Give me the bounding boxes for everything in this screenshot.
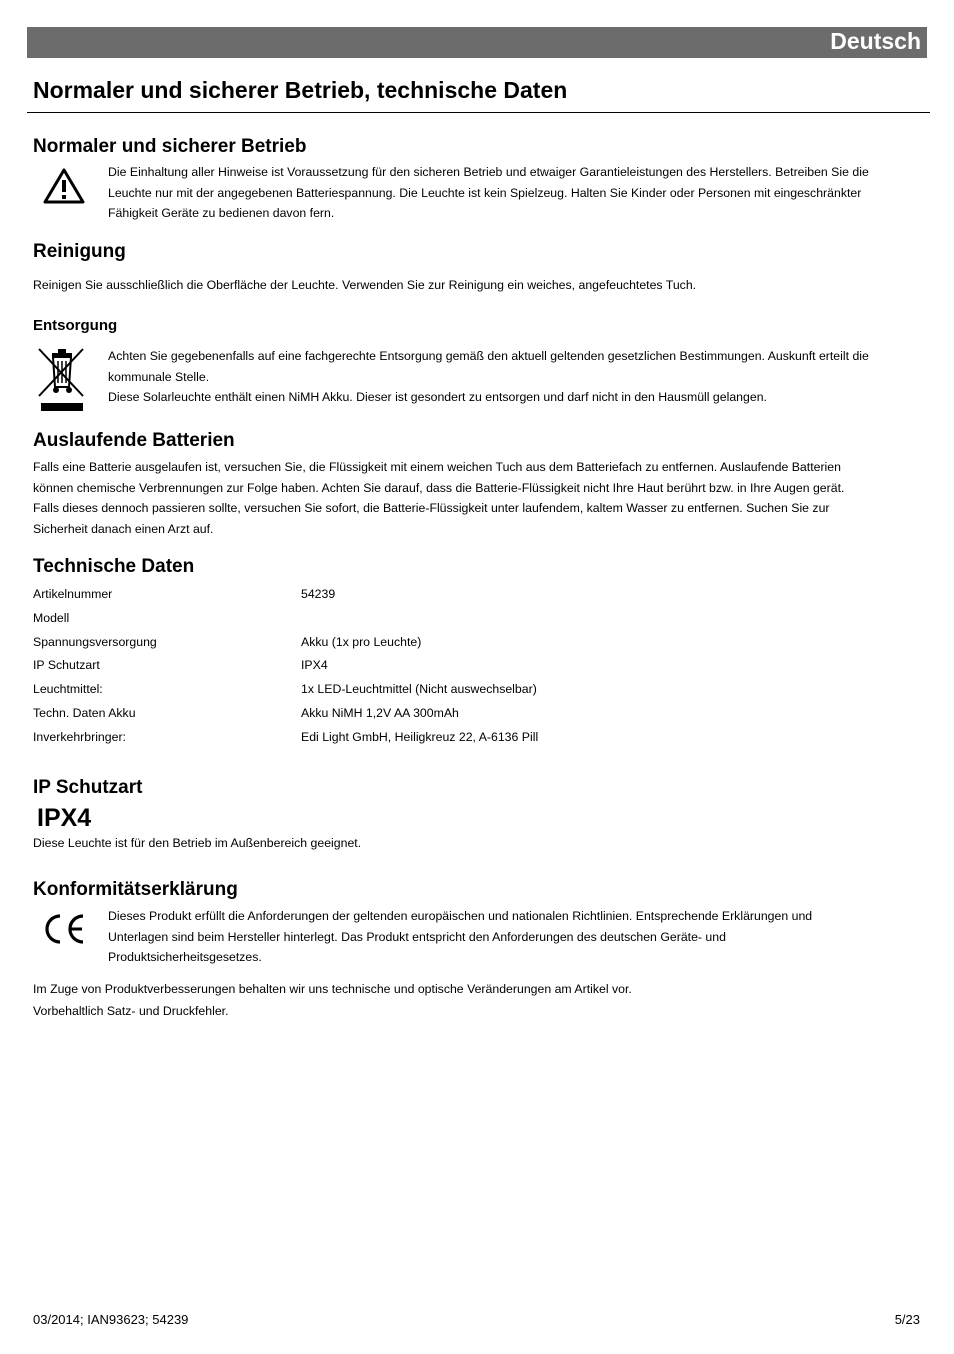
betrieb-line: Leuchte nur mit der angegebenen Batteriespannung. Die Leuchte ist kein Spielzeug. Halten Sie Kinder oder Personen mit eingeschränkter — [108, 185, 862, 200]
page-title: Normaler und sicherer Betrieb, technische Daten — [33, 77, 568, 103]
heading-technische-daten: Technische Daten — [33, 556, 195, 577]
entsorgung-text — [108, 346, 869, 408]
spec-row — [33, 706, 733, 726]
language-bar — [27, 27, 927, 58]
closing-line-2: Vorbehaltlich Satz- und Druckfehler. — [33, 1004, 229, 1018]
spec-row — [33, 658, 733, 678]
konformitaet-line: Unterlagen sind beim Hersteller hinterlegt. Das Produkt entspricht den Anforderungen des deutschen Geräte- und — [108, 929, 726, 944]
reinigung-text: Reinigen Sie ausschließlich die Oberfläche der Leuchte. Verwenden Sie zur Reinigung ein weiches, angefeuchtetes Tuch. — [33, 278, 697, 292]
batterien-line: Falls eine Batterie ausgelaufen ist, versuchen Sie, die Flüssigkeit mit einem weichen Tuch aus dem Batteriefach zu entfernen. Auslaufende Batterien — [33, 460, 841, 474]
spec-label: Artikelnummer — [33, 587, 113, 601]
footer-document-id: 03/2014; IAN93623; 54239 — [33, 1312, 189, 1327]
heading-reinigung: Reinigung — [33, 241, 126, 262]
spec-value: IPX4 — [301, 658, 328, 672]
ce-mark-icon — [41, 912, 87, 946]
title-divider — [27, 112, 930, 113]
spec-row — [33, 682, 733, 702]
spec-value: Akku NiMH 1,2V AA 300mAh — [301, 706, 459, 720]
entsorgung-line: Achten Sie gegebenenfalls auf eine fachgerechte Entsorgung gemäß den aktuell geltenden gesetzlichen Bestimmungen. Auskunft erteilt die — [108, 349, 869, 363]
spec-value: Edi Light GmbH, Heiligkreuz 22, A-6136 Pill — [301, 730, 539, 744]
konformitaet-text — [108, 906, 812, 968]
crossed-bin-icon — [36, 344, 88, 412]
batterien-line: können chemische Verbrennungen zur Folge haben. Achten Sie darauf, dass die Batterie-Flüssigkeit nicht Ihre Haut berührt bzw. in Ihre Augen gerät. — [33, 480, 845, 495]
konformitaet-line: Dieses Produkt erfüllt die Anforderungen der geltenden europäischen und nationalen Richtlinien. Entsprechende Erklärungen und — [108, 909, 813, 923]
betrieb-line: Die Einhaltung aller Hinweise ist Voraussetzung für den sicheren Betrieb und etwaiger Garantieleistungen des Herstellers. Betreiben Sie die — [108, 165, 869, 179]
heading-batterien: Auslaufende Batterien — [33, 430, 235, 451]
batterien-text — [33, 457, 844, 539]
entsorgung-line: kommunale Stelle. — [108, 369, 210, 384]
konformitaet-line: Produktsicherheitsgesetzes. — [108, 950, 262, 964]
language-label: Deutsch — [830, 28, 921, 54]
spec-row — [33, 730, 733, 750]
spec-value: 1x LED-Leuchtmittel (Nicht auswechselbar) — [301, 682, 537, 696]
spec-label: IP Schutzart — [33, 658, 100, 672]
betrieb-line: Fähigkeit Geräte zu bedienen davon fern. — [108, 206, 335, 220]
ipx-code: IPX4 — [37, 804, 92, 832]
heading-konformitaet: Konformitätserklärung — [33, 879, 238, 900]
heading-entsorgung: Entsorgung — [33, 317, 118, 334]
heading-betrieb: Normaler und sicherer Betrieb — [33, 136, 307, 157]
entsorgung-line: Diese Solarleuchte enthält einen NiMH Akku. Dieser ist gesondert zu entsorgen und darf nicht in den Hausmüll gelangen. — [108, 390, 767, 404]
spec-value: Akku (1x pro Leuchte) — [301, 635, 422, 649]
spec-label: Leuchtmittel: — [33, 682, 103, 696]
spec-row — [33, 635, 733, 655]
ip-text: Diese Leuchte ist für den Betrieb im Außenbereich geeignet. — [33, 836, 362, 850]
spec-label: Modell — [33, 611, 70, 625]
heading-ip-schutzart: IP Schutzart — [33, 777, 143, 798]
spec-row — [33, 587, 733, 607]
spec-label: Techn. Daten Akku — [33, 706, 136, 720]
batterien-line: Falls dieses dennoch passieren sollte, versuchen Sie sofort, die Batterie-Flüssigkeit unter laufendem, kaltem Wasser zu entfernen. Suchen Sie zur — [33, 501, 830, 515]
betrieb-text — [108, 162, 869, 224]
batterien-line: Sicherheit danach einen Arzt auf. — [33, 521, 214, 536]
spec-label: Spannungsversorgung — [33, 635, 157, 649]
closing-line-1: Im Zuge von Produktverbesserungen behalten wir uns technische und optische Veränderungen am Artikel vor. — [33, 982, 632, 996]
footer-page-number: 5/23 — [894, 1312, 920, 1327]
spec-value: 54239 — [301, 587, 336, 601]
spec-row — [33, 611, 733, 631]
spec-label: Inverkehrbringer: — [33, 730, 126, 744]
warning-icon — [43, 168, 85, 204]
